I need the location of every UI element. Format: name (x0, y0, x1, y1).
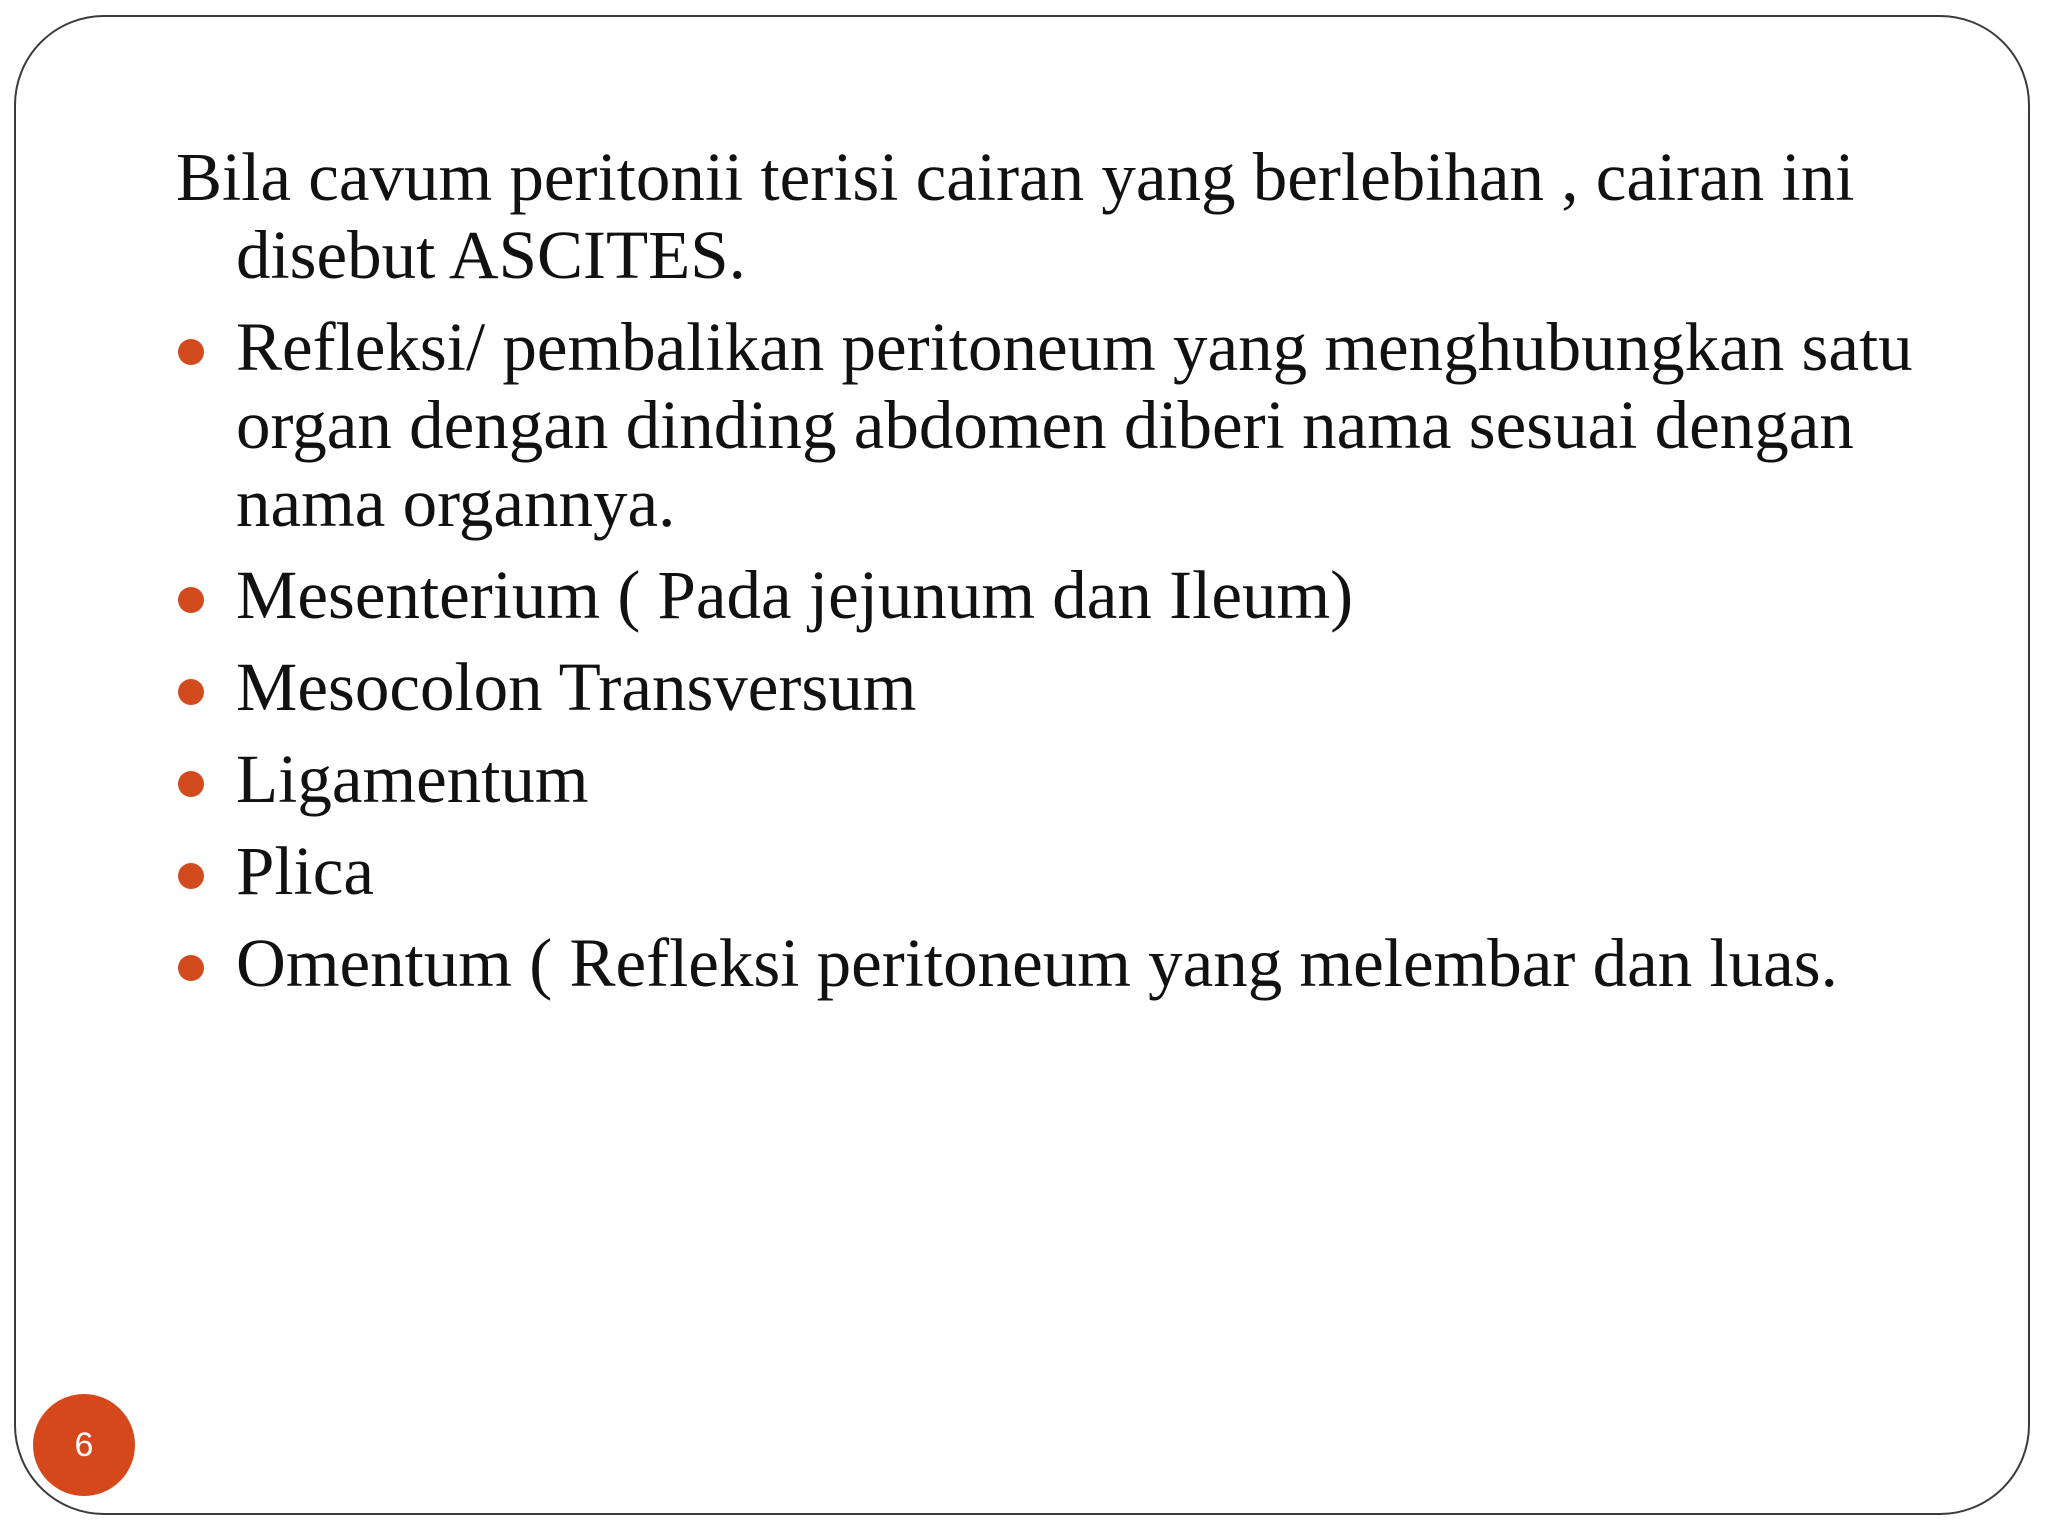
bullet-item-mesenterium (176, 556, 1936, 634)
bullet-dot-icon (178, 955, 204, 981)
bullet-item-refleksi (176, 308, 1936, 542)
bullet-item-omentum (176, 924, 1936, 1002)
bullet-dot-icon (178, 863, 204, 889)
bullet-item-mesocolon (176, 648, 1936, 726)
intro-paragraph: Bila cavum peritonii terisi cairan yang berlebihan , cairan ini disebut ASCITES. (176, 139, 1855, 293)
slide-content (176, 138, 1936, 1016)
bullet-item-ligamentum (176, 740, 1936, 818)
bullet-text: Refleksi/ pembalikan peritoneum yang menghubungkan satu organ dengan dinding abdomen diberi nama sesuai dengan nama organnya. (236, 309, 1913, 541)
bullet-dot-icon (178, 771, 204, 797)
bullet-text: Omentum ( Refleksi peritoneum yang melembar dan luas. (236, 925, 1838, 1001)
bullet-text: Plica (236, 833, 374, 909)
bullet-text: Ligamentum (236, 741, 589, 817)
bullet-list (176, 308, 1936, 1002)
bullet-item-plica (176, 832, 1936, 910)
bullet-dot-icon (178, 339, 204, 365)
bullet-dot-icon (178, 587, 204, 613)
bullet-dot-icon (178, 679, 204, 705)
page-number-badge: 6 (33, 1394, 135, 1496)
bullet-text: Mesocolon Transversum (236, 649, 917, 725)
bullet-text: Mesenterium ( Pada jejunum dan Ileum) (236, 557, 1354, 633)
